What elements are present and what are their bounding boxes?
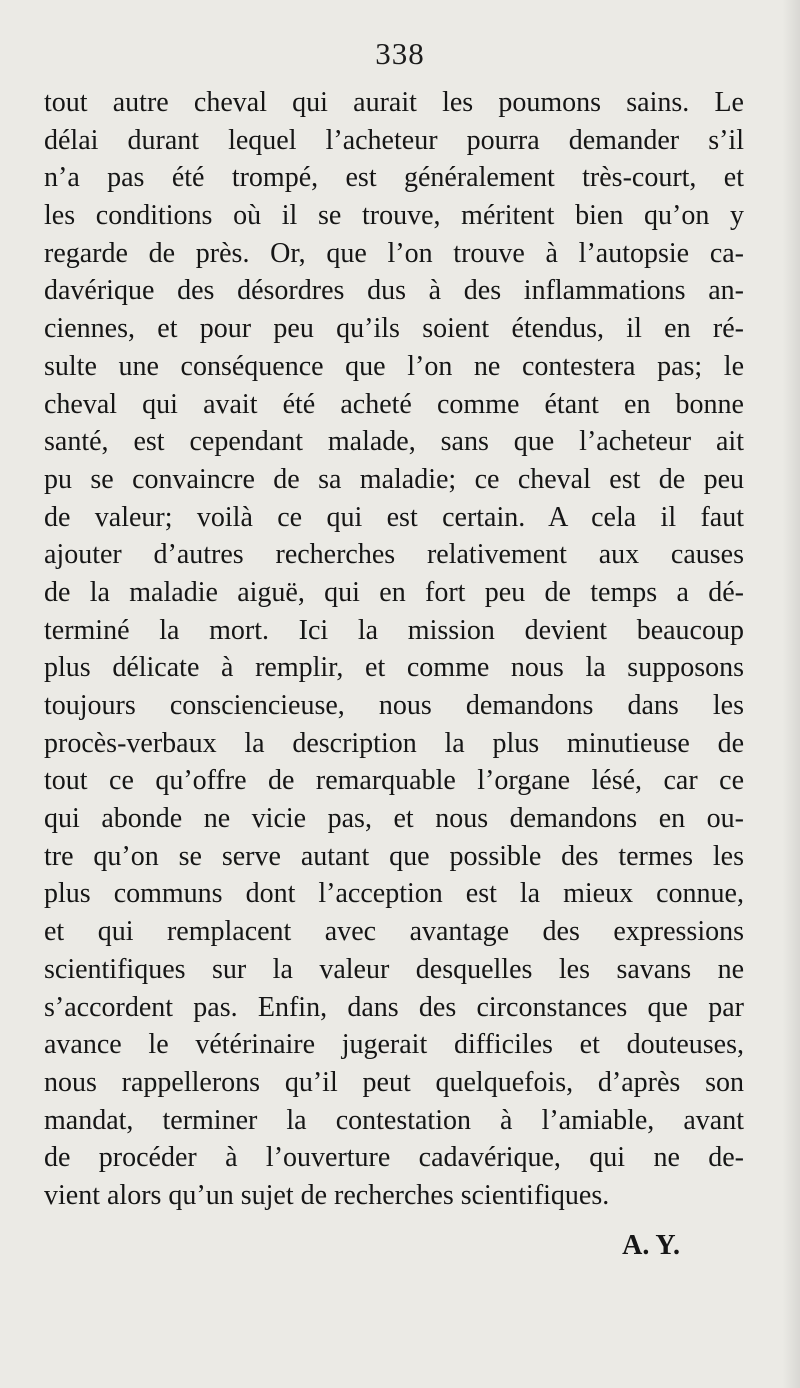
text-line: santé, est cependant malade, sans que l’acheteur ait <box>44 426 744 458</box>
text-line: sulte une conséquence que l’on ne contestera pas; le <box>44 350 744 382</box>
page-number: 338 <box>375 36 425 71</box>
text-line: procès-verbaux la description la plus minutieuse de <box>44 727 744 759</box>
text-line: vient alors qu’un sujet de recherches scientifiques. <box>44 1179 610 1211</box>
text-line: de la maladie aiguë, qui en fort peu de temps a dé- <box>44 576 744 608</box>
text-line: de valeur; voilà ce qui est certain. A cela il faut <box>44 501 744 533</box>
text-line: ajouter d’autres recherches relativement aux causes <box>44 539 744 571</box>
text-line: nous rappellerons qu’il peut quelquefois, d’après son <box>44 1066 744 1098</box>
text-line: terminé la mort. Ici la mission devient beaucoup <box>44 614 744 646</box>
text-line: scientifiques sur la valeur desquelles les savans ne <box>44 953 744 985</box>
text-line: tout ce qu’offre de remarquable l’organe lésé, car ce <box>44 765 744 797</box>
text-line: et qui remplacent avec avantage des expressions <box>44 916 744 948</box>
text-line: délai durant lequel l’acheteur pourra demander s’il <box>44 124 744 156</box>
text-line: ciennes, et pour peu qu’ils soient étendus, il en ré- <box>44 313 744 345</box>
body-text <box>44 84 744 1215</box>
author-signature: A. Y. <box>622 1230 680 1261</box>
text-line: pu se convaincre de sa maladie; ce cheval est de peu <box>44 463 744 495</box>
text-line: davérique des désordres dus à des inflammations an- <box>44 275 744 307</box>
text-line: les conditions où il se trouve, méritent bien qu’on y <box>44 200 744 232</box>
text-line: avance le vétérinaire jugerait difficiles et douteuses, <box>44 1029 744 1061</box>
text-line: tre qu’on se serve autant que possible des termes les <box>44 840 744 872</box>
text-line: n’a pas été trompé, est généralement très-court, et <box>44 162 744 194</box>
page-edge-shadow <box>782 0 800 1388</box>
text-line: s’accordent pas. Enfin, dans des circonstances que par <box>44 991 744 1023</box>
text-line: tout autre cheval qui aurait les poumons sains. Le <box>44 87 744 118</box>
text-line: regarde de près. Or, que l’on trouve à l’autopsie ca- <box>44 237 744 269</box>
text-line: de procéder à l’ouverture cadavérique, qui ne de- <box>44 1142 744 1174</box>
text-line: plus communs dont l’acception est la mieux connue, <box>44 878 744 910</box>
text-line: toujours consciencieuse, nous demandons dans les <box>44 690 744 721</box>
text-line: cheval qui avait été acheté comme étant en bonne <box>44 388 744 420</box>
text-line: mandat, terminer la contestation à l’amiable, avant <box>44 1104 744 1136</box>
text-line: qui abonde ne vicie pas, et nous demandons en ou- <box>44 803 744 835</box>
text-line: plus délicate à remplir, et comme nous la supposons <box>44 652 744 684</box>
